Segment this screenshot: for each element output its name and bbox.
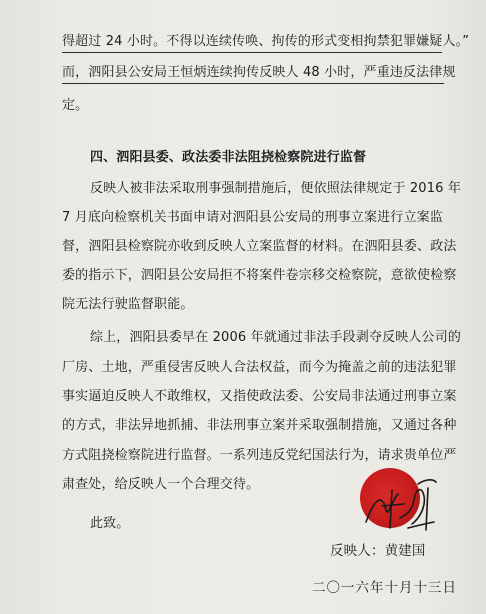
underline-1 bbox=[62, 52, 442, 53]
text-line-6: 7 月底向检察机关书面申请对泗阳县公安局的刑事立案进行立案监 bbox=[62, 210, 443, 225]
salutation: 此致。 bbox=[90, 516, 130, 531]
text-line-1: 得超过 24 小时。不得以连续传唤、拘传的形式变相拘禁犯罪嫌疑人。” bbox=[62, 34, 470, 49]
text-line-5: 反映人被非法采取刑事强制措施后，便依照法律规定于 2016 年 bbox=[90, 181, 461, 196]
text-line-8: 委的指示下，泗阳县公安局拒不将案件卷宗移交检察院，意欲使检察 bbox=[62, 268, 457, 283]
text-line-14: 方式阻挠检察院进行监督。一系列违反党纪国法行为，请求贵单位严 bbox=[62, 448, 457, 463]
text-line-3: 定。 bbox=[62, 98, 89, 113]
underline-2 bbox=[62, 83, 444, 84]
handwritten-signature bbox=[352, 470, 442, 540]
signatory: 反映人：黄建国 bbox=[330, 543, 426, 559]
text-line-15: 肃查处，给反映人一个合理交待。 bbox=[62, 477, 260, 492]
date: 二〇一六年十月十三日 bbox=[312, 580, 457, 596]
section-heading: 四、泗阳县委、政法委非法阻挠检察院进行监督 bbox=[90, 150, 367, 165]
text-line-13: 的方式，非法异地抓捕、非法刑事立案并采取强制措施，又通过各种 bbox=[62, 418, 457, 433]
text-line-7: 督，泗阳县检察院亦收到反映人立案监督的材料。在泗阳县委、政法 bbox=[62, 239, 457, 254]
text-line-2: 而，泗阳县公安局王恒炳连续拘传反映人 48 小时，严重违反法律规 bbox=[62, 65, 456, 80]
text-line-9: 院无法行驶监督职能。 bbox=[62, 297, 194, 312]
text-line-12: 事实逼迫反映人不敢维权，又指使政法委、公安局非法通过刑事立案 bbox=[62, 389, 457, 404]
text-line-11: 厂房、土地，严重侵害反映人合法权益，而今为掩盖之前的违法犯罪 bbox=[62, 360, 457, 375]
text-line-10: 综上，泗阳县委早在 2006 年就通过非法手段剥夺反映人公司的 bbox=[90, 330, 461, 345]
